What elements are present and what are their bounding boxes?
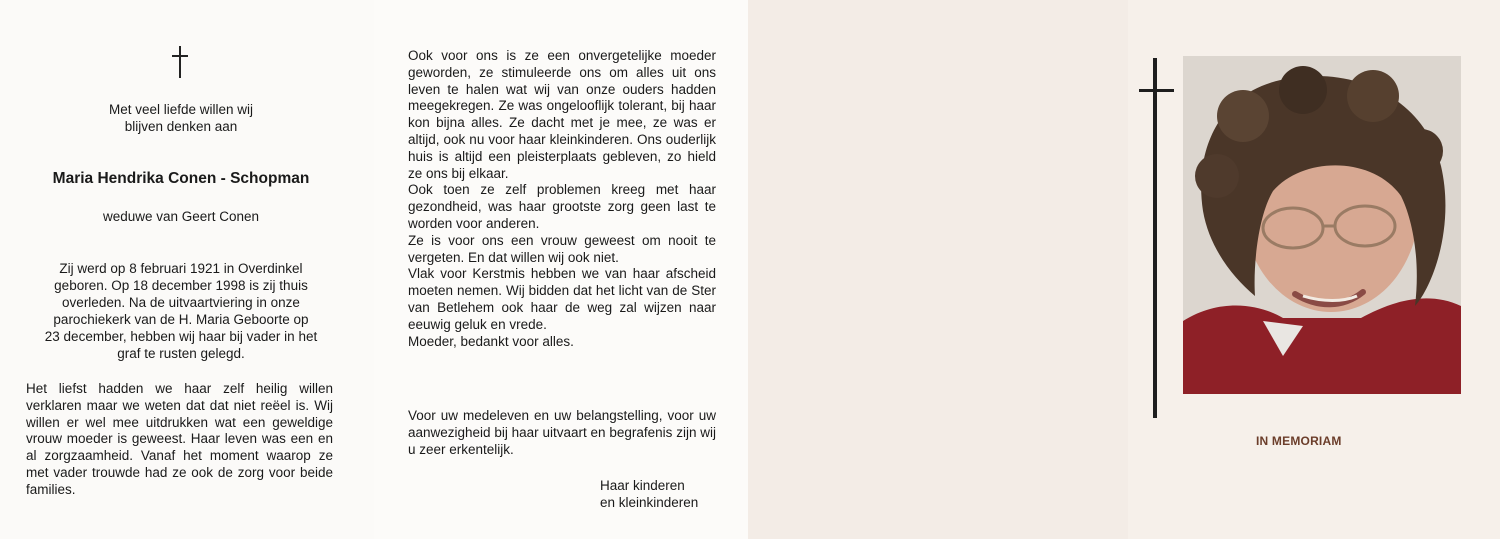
card-back-blank bbox=[748, 0, 1128, 539]
thanks-paragraph: Voor uw medeleven en uw belangstelling, voor uw aanwezigheid bij haar uitvaart en begrafenis zijn wij u zeer erkentelijk. bbox=[408, 408, 716, 457]
cross-icon bbox=[172, 46, 188, 78]
large-cross-bar bbox=[1139, 89, 1174, 92]
card-panel-left bbox=[0, 0, 374, 539]
intro-text: Met veel liefde willen wij blijven denken aan bbox=[108, 102, 254, 134]
closing-paragraph: Het liefst hadden we haar zelf heilig willen verklaren maar we weten dat dat niet reëel is. Wij willen er wel mee uitdrukken wat een geweldige vrouw moeder is geweest. Haar leven was een en al zorgzaamheid. Vanaf het moment waarop ze met vader trouwde had ze ook de zorg voor beide families. bbox=[26, 381, 333, 497]
tribute-paragraph: Vlak voor Kerstmis hebben we van haar afscheid moeten nemen. Wij bidden dat het licht van de Ster van Betlehem ook haar de weg zal wijzen naar eeuwig geluk en vrede. bbox=[408, 266, 716, 332]
biography: Zij werd op 8 februari 1921 in Overdinkel geboren. Op 18 december 1998 is zij thuis overleden. Na de uitvaartviering in onze parochiekerk van de H. Maria Geboorte op 23 december, hebben wij haar bij vader in het graf te rusten gelegd. bbox=[44, 261, 318, 361]
tribute-paragraph: Ook voor ons is ze een onvergetelijke moeder geworden, ze stimuleerde ons om alles uit ons leven te halen wat wij van onze ouders hadden meegekregen. Ze was ongelooflijk tolerant, bij haar kon bijna alles. Ze dacht met je mee, ze was er altijd, ook nu voor haar kleinkinderen. Ons ouderlijk huis is altijd een pleisterplaats gebleven, zo hield ze ons bij elkaar. bbox=[408, 48, 716, 181]
widow-line: weduwe van Geert Conen bbox=[102, 209, 260, 224]
signature: Haar kinderen en kleinkinderen bbox=[600, 478, 699, 510]
tribute-text bbox=[408, 48, 716, 350]
deceased-name: Maria Hendrika Conen - Schopman bbox=[52, 170, 310, 187]
portrait-photo bbox=[1183, 56, 1461, 394]
tribute-paragraph: Ze is voor ons een vrouw geweest om nooit te vergeten. En dat willen wij ook niet. bbox=[408, 232, 716, 265]
large-cross-icon bbox=[1153, 58, 1157, 418]
card-panel-text bbox=[374, 0, 748, 539]
tribute-paragraph: Moeder, bedankt voor alles. bbox=[408, 333, 574, 349]
cover-title: IN MEMORIAM bbox=[1256, 434, 1342, 448]
tribute-paragraph: Ook toen ze zelf problemen kreeg met haar gezondheid, was haar grootste zorg geen last te worden voor anderen. bbox=[408, 182, 716, 231]
card-cover bbox=[1128, 0, 1500, 539]
